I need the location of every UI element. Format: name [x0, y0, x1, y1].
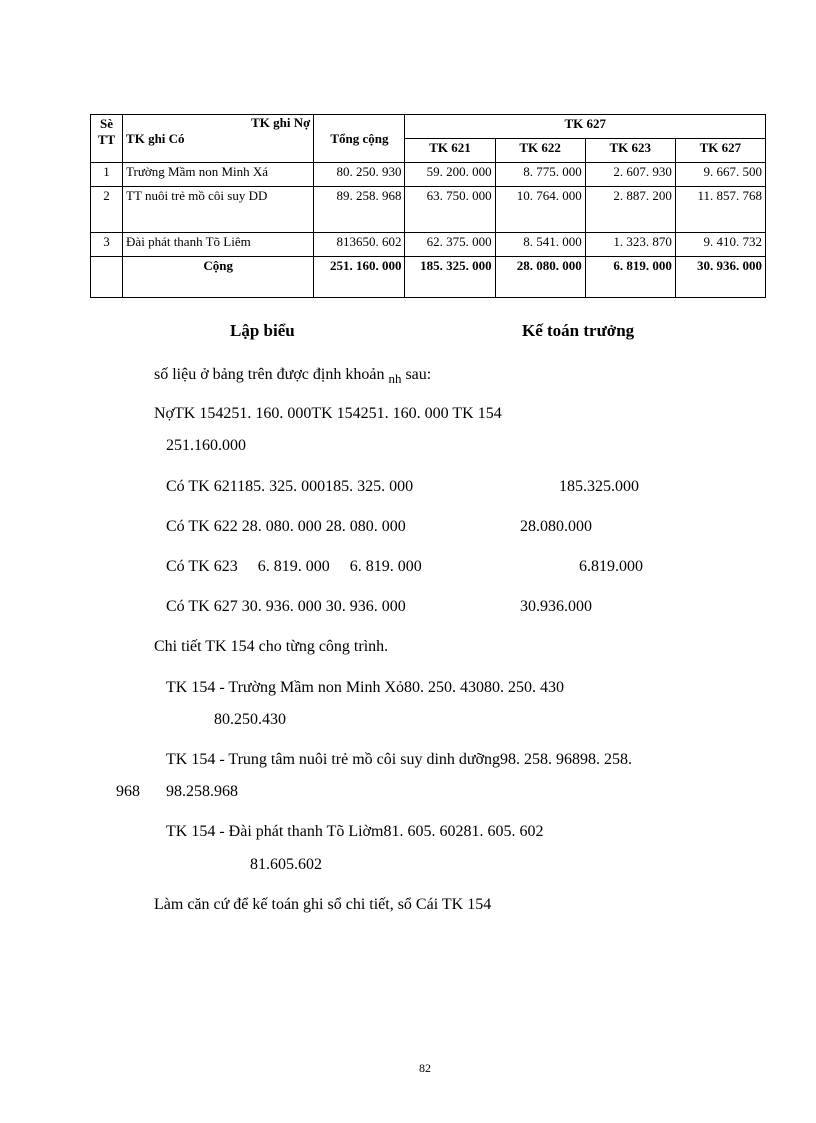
row-stt: 2: [91, 187, 123, 233]
page-number: 82: [419, 1061, 431, 1075]
closing-note: Làm căn cứ để kế toán ghi sổ chi tiết, sổ Cái TK 154: [154, 896, 492, 913]
footer-value: 28. 080. 000: [495, 257, 585, 298]
detail-1: TK 154 - Trường Mầm non Minh Xỏ80. 250. 43080. 250. 430: [166, 679, 565, 696]
detail-2-continuation: 968: [116, 783, 140, 800]
header-debit: TK ghi Nợ: [251, 115, 311, 130]
intro-subscript: nh: [388, 371, 402, 387]
table-row: [91, 163, 766, 187]
credit-entry-621: Có TK 621185. 325. 000185. 325. 000: [166, 478, 414, 495]
signature-chief-accountant: Kế toán trưởng: [522, 321, 635, 340]
header-stt: Sè TT: [91, 115, 123, 163]
row-value: 62. 375. 000: [405, 233, 495, 257]
footer-total: 251. 160. 000: [314, 257, 405, 298]
credit-amount-627: 30.936.000: [520, 598, 592, 615]
row-value: 9. 667. 500: [675, 163, 765, 187]
row-value: 8. 541. 000: [495, 233, 585, 257]
header-col-627: TK 627: [675, 139, 765, 163]
detail-3: TK 154 - Đài phát thanh Tõ Liờm81. 605. 60281. 605. 602: [166, 823, 544, 840]
credit-entry-622: Có TK 622 28. 080. 000 28. 080. 000: [166, 518, 406, 535]
row-name: TT nuôi trẻ mồ côi suy DD: [123, 187, 314, 233]
table-row: [91, 233, 766, 257]
footer-stt: [91, 257, 123, 298]
header-total: Tổng cộng: [314, 115, 405, 163]
footer-value: 185. 325. 000: [405, 257, 495, 298]
row-value: 2. 887. 200: [585, 187, 675, 233]
table-footer-row: [91, 257, 766, 298]
row-value: 11. 857. 768: [675, 187, 765, 233]
detail-3-amount: 81.605.602: [250, 856, 322, 873]
credit-amount-621: 185.325.000: [559, 478, 639, 495]
row-value: 59. 200. 000: [405, 163, 495, 187]
credit-amount-623: 6.819.000: [579, 558, 643, 575]
footer-value: 6. 819. 000: [585, 257, 675, 298]
credit-entry-623: Có TK 623 6. 819. 000 6. 819. 000: [166, 558, 422, 575]
header-col-621: TK 621: [405, 139, 495, 163]
table-row: [91, 187, 766, 233]
credit-entry-627: Có TK 627 30. 936. 000 30. 936. 000: [166, 598, 406, 615]
signature-preparer: Lập biểu: [230, 321, 295, 340]
intro-line: [154, 366, 431, 387]
allocation-table: [90, 114, 766, 298]
footer-label: Cộng: [123, 257, 314, 298]
row-name: Trường Mầm non Minh Xá: [123, 163, 314, 187]
intro-text-end: sau:: [405, 366, 432, 383]
detail-title: Chi tiết TK 154 cho từng công trình.: [154, 638, 389, 655]
row-total: 89. 258. 968: [314, 187, 405, 233]
detail-1-amount: 80.250.430: [214, 711, 286, 728]
debit-amount: 251.160.000: [166, 437, 246, 454]
credit-amount-622: 28.080.000: [520, 518, 592, 535]
row-total: 80. 250. 930: [314, 163, 405, 187]
row-value: 1. 323. 870: [585, 233, 675, 257]
header-group: TK 627: [405, 115, 766, 139]
row-value: 2. 607. 930: [585, 163, 675, 187]
row-stt: 1: [91, 163, 123, 187]
footer-value: 30. 936. 000: [675, 257, 765, 298]
row-value: 8. 775. 000: [495, 163, 585, 187]
detail-2: TK 154 - Trung tâm nuôi trẻ mồ côi suy dinh dưỡng98. 258. 96898. 258.: [166, 751, 633, 768]
row-stt: 3: [91, 233, 123, 257]
header-diagonal-cell: [123, 115, 314, 163]
debit-entry: NợTK 154251. 160. 000TK 154251. 160. 000 TK 154: [154, 405, 502, 422]
row-value: 63. 750. 000: [405, 187, 495, 233]
header-col-623: TK 623: [585, 139, 675, 163]
row-value: 10. 764. 000: [495, 187, 585, 233]
row-total: 813650. 602: [314, 233, 405, 257]
header-col-622: TK 622: [495, 139, 585, 163]
row-name: Đài phát thanh Tõ Liêm: [123, 233, 314, 257]
row-value: 9. 410. 732: [675, 233, 765, 257]
header-credit: TK ghi Có: [126, 131, 185, 146]
intro-text: số liệu ở bảng trên được định khoản: [154, 366, 385, 383]
detail-2-amount: 98.258.968: [166, 783, 238, 800]
